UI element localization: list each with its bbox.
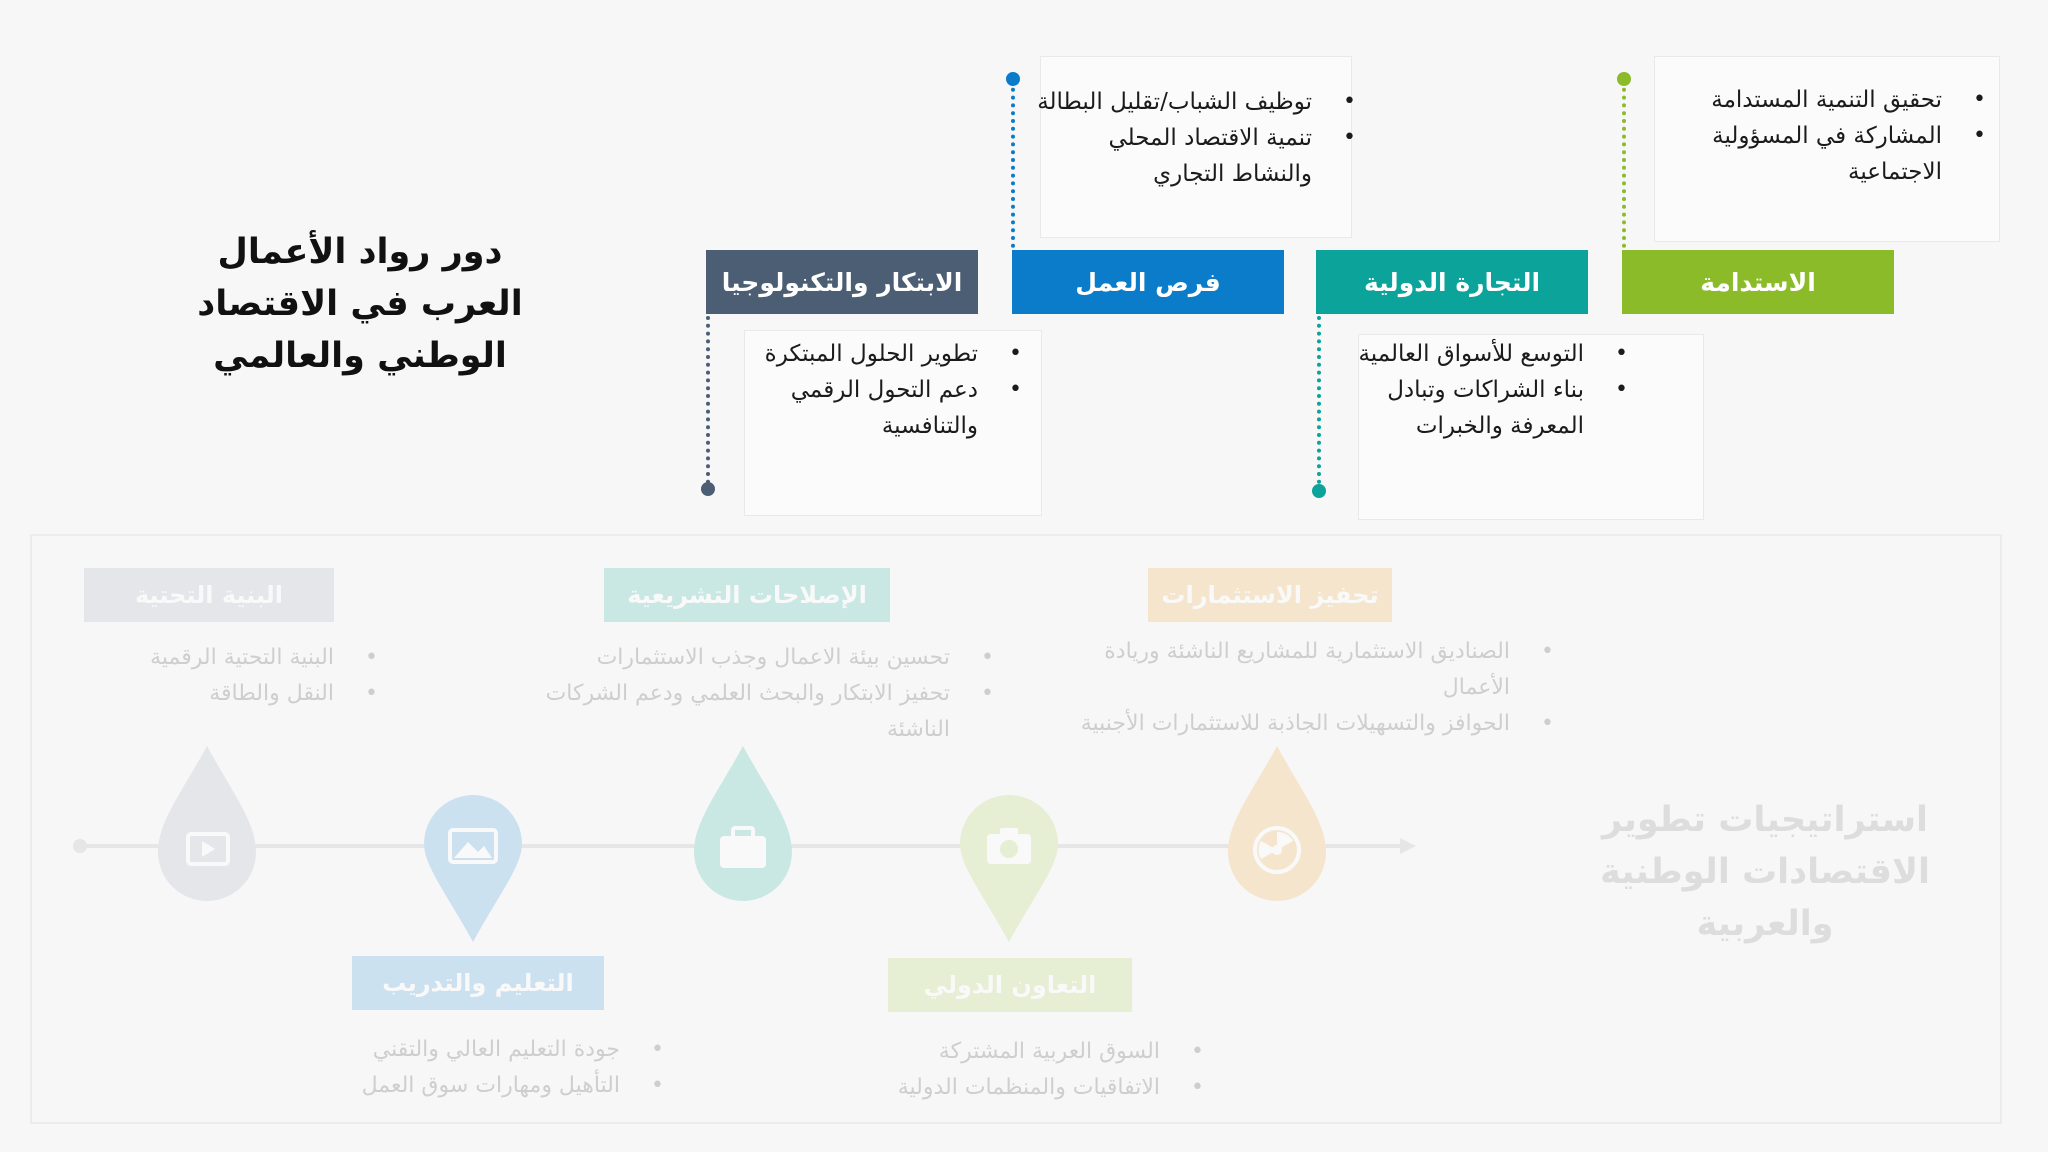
bg-list-infrastructure: • البنية التحتية الرقمية • النقل والطاقة — [70, 640, 378, 712]
category-job-opportunities: فرص العمل — [1012, 250, 1284, 314]
bg-section-education: التعليم والتدريب — [352, 956, 604, 1010]
connector-innovation — [706, 316, 710, 484]
bg-slide-title: استراتيجيات تطوير الاقتصادات الوطنية والعربية — [1599, 800, 1931, 944]
list-job-opportunities — [1022, 84, 1346, 192]
connector-job-opportunities — [1011, 80, 1015, 248]
bg-list-investment: • الصناديق الاستثمارية للمشاريع الناشئة وريادة الأعمال • الحوافز والتسهيلات الجاذبة للاستثمارات الأجنبية — [1050, 634, 1554, 742]
connector-dot-job-opportunities — [1006, 72, 1020, 86]
bg-section-investment: تحفيز الاستثمارات — [1148, 568, 1392, 622]
list-sustainability — [1630, 82, 1976, 190]
camera-pin — [954, 792, 1074, 962]
briefcase-pin — [688, 742, 808, 912]
list-item: • تطوير الحلول المبتكرة — [716, 336, 978, 372]
list-item: • بناء الشراكات وتبادل المعرفة والخبرات — [1320, 372, 1584, 444]
radiation-pin — [1222, 742, 1342, 912]
connector-dot-innovation — [701, 482, 715, 496]
video-pin — [152, 742, 272, 912]
bg-list-cooperation: • السوق العربية المشتركة • الاتفاقيات والمنظمات الدولية — [800, 1034, 1204, 1106]
category-international-trade: التجارة الدولية — [1316, 250, 1588, 314]
connector-sustainability — [1622, 80, 1626, 248]
connector-dot-international-trade — [1312, 484, 1326, 498]
bg-list-education: • جودة التعليم العالي والتقني • التأهيل ومهارات سوق العمل — [290, 1032, 664, 1104]
list-item: • دعم التحول الرقمي والتنافسية — [716, 372, 978, 444]
image-pin — [418, 792, 538, 962]
bg-section-cooperation: التعاون الدولي — [888, 958, 1132, 1012]
list-item: • التوسع للأسواق العالمية — [1320, 336, 1584, 372]
connector-dot-sustainability — [1617, 72, 1631, 86]
list-item: • تحقيق التنمية المستدامة — [1630, 82, 1942, 118]
bg-list-legislative: • تحسين بيئة الاعمال وجذب الاستثمارات • تحفيز الابتكار والبحث العلمي ودعم الشركات الناشئة — [500, 640, 994, 748]
page-title: دور رواد الأعمال العرب في الاقتصاد الوطني والعالمي — [197, 232, 523, 376]
category-sustainability: الاستدامة — [1622, 250, 1894, 314]
list-item: • توظيف الشباب/تقليل البطالة — [1022, 84, 1312, 120]
list-item: • تنمية الاقتصاد المحلي والنشاط التجاري — [1022, 120, 1312, 192]
bg-section-legislative: الإصلاحات التشريعية — [604, 568, 890, 622]
list-international-trade — [1320, 336, 1618, 444]
bg-section-infrastructure: البنية التحتية — [84, 568, 334, 622]
list-item: • المشاركة في المسؤولية الاجتماعية — [1630, 118, 1942, 190]
list-innovation-technology — [716, 336, 1012, 444]
category-innovation-technology: الابتكار والتكنولوجيا — [706, 250, 978, 314]
